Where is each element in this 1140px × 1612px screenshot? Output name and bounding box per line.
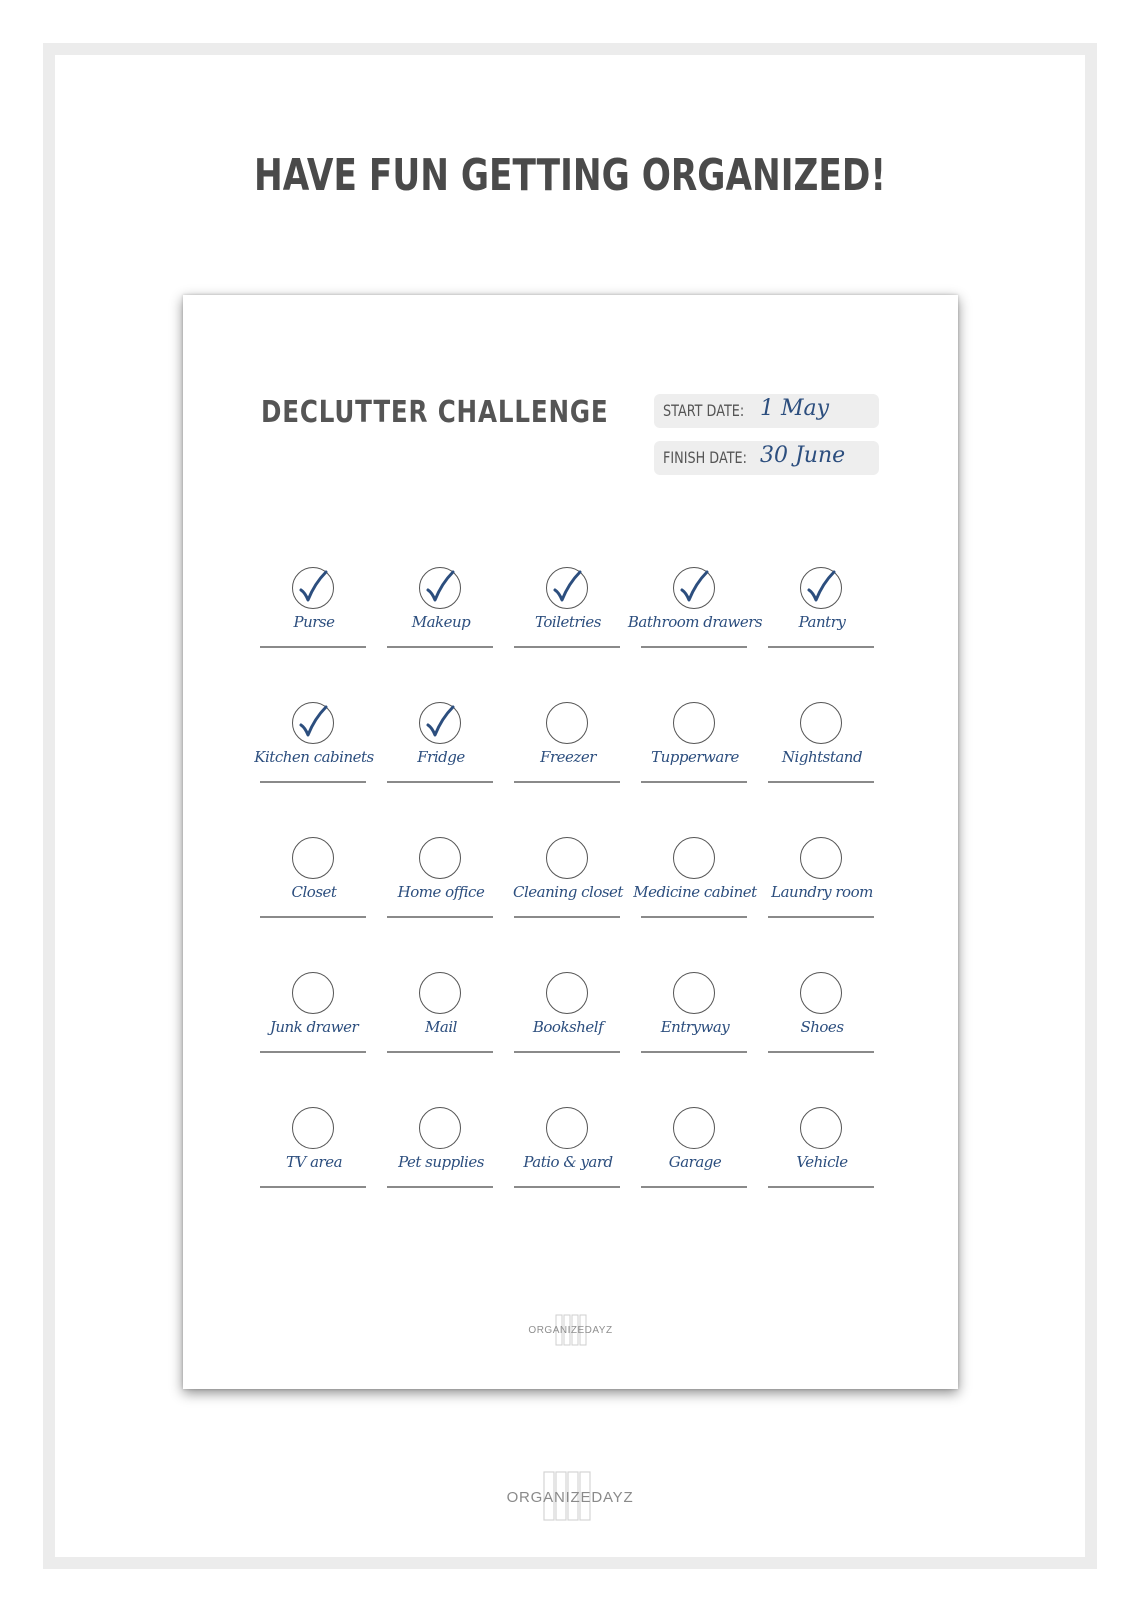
checklist-item-label: Mail <box>425 1018 457 1036</box>
checkbox-circle[interactable] <box>673 837 715 879</box>
checklist-item <box>627 567 763 663</box>
write-in-line <box>768 1051 874 1053</box>
declutter-sheet <box>183 295 958 1389</box>
checklist-item <box>260 972 368 1068</box>
write-in-line <box>387 781 493 783</box>
write-in-line <box>641 646 747 648</box>
checklist-item-label: Garage <box>668 1153 722 1171</box>
checklist-item <box>514 837 622 933</box>
checkbox-circle[interactable] <box>419 972 461 1014</box>
checkmark-icon <box>551 570 583 604</box>
checklist-item-label: Purse <box>293 613 335 631</box>
write-in-line <box>260 781 366 783</box>
write-in-line <box>387 1051 493 1053</box>
write-in-line <box>260 1051 366 1053</box>
finish-date-value[interactable]: 30 June <box>760 443 846 468</box>
write-in-line <box>768 781 874 783</box>
write-in-line <box>514 1186 620 1188</box>
checklist-item-label: Junk drawer <box>269 1018 359 1036</box>
checklist-item <box>260 837 368 933</box>
checklist-item-label: Kitchen cabinets <box>254 748 374 766</box>
checklist-item <box>514 567 622 663</box>
checklist-item-label: Laundry room <box>771 883 873 901</box>
checklist-item <box>514 972 622 1068</box>
checkbox-circle[interactable] <box>292 1107 334 1149</box>
checkmark-icon <box>297 570 329 604</box>
checklist-item-label: Toiletries <box>535 613 601 631</box>
checklist-item-label: Cleaning closet <box>513 883 623 901</box>
write-in-line <box>387 916 493 918</box>
checkmark-icon <box>424 570 456 604</box>
checkbox-circle[interactable] <box>292 972 334 1014</box>
write-in-line <box>768 916 874 918</box>
checklist-item <box>514 702 622 798</box>
checklist-item <box>641 972 749 1068</box>
checkbox-circle[interactable] <box>292 837 334 879</box>
sheet-title: DECLUTTER CHALLENGE <box>261 395 609 430</box>
checkbox-circle[interactable] <box>673 972 715 1014</box>
checkbox-circle[interactable] <box>673 567 715 609</box>
checkmark-icon <box>424 705 456 739</box>
checklist-item-label: Bookshelf <box>532 1018 604 1036</box>
checklist-item <box>387 702 495 798</box>
page-headline: HAVE FUN GETTING ORGANIZED! <box>253 150 887 201</box>
checkbox-circle[interactable] <box>800 1107 842 1149</box>
checklist-item <box>768 837 876 933</box>
checklist-item-label: Pet supplies <box>398 1153 484 1171</box>
checklist-item <box>387 1107 495 1203</box>
checkbox-circle[interactable] <box>800 837 842 879</box>
checkbox-circle[interactable] <box>800 702 842 744</box>
write-in-line <box>387 646 493 648</box>
checklist-item <box>387 837 495 933</box>
checkmark-icon <box>805 570 837 604</box>
checklist-item-label: Closet <box>291 883 337 901</box>
footer-brand-text: ORGANIZEDAYZ <box>506 1489 634 1506</box>
write-in-line <box>768 646 874 648</box>
write-in-line <box>514 916 620 918</box>
checklist-item <box>387 972 495 1068</box>
write-in-line <box>260 916 366 918</box>
checkbox-circle[interactable] <box>419 837 461 879</box>
checklist-item-label: Entryway <box>660 1018 730 1036</box>
start-date-box[interactable] <box>654 394 879 428</box>
checklist-item-label: Pantry <box>798 613 846 631</box>
checkbox-circle[interactable] <box>673 702 715 744</box>
checklist-item <box>768 972 876 1068</box>
write-in-line <box>641 916 747 918</box>
checkbox-circle[interactable] <box>419 567 461 609</box>
finish-date-box[interactable] <box>654 441 879 475</box>
checklist-item <box>254 702 374 798</box>
checklist-item <box>768 1107 876 1203</box>
checkbox-circle[interactable] <box>800 567 842 609</box>
checkbox-circle[interactable] <box>546 837 588 879</box>
write-in-line <box>260 646 366 648</box>
checklist-item <box>260 1107 368 1203</box>
checklist-item-label: Shoes <box>800 1018 844 1036</box>
checklist-item-label: Medicine cabinet <box>633 883 757 901</box>
checklist-item-label: Nightstand <box>781 748 863 766</box>
checkbox-circle[interactable] <box>292 567 334 609</box>
checkbox-circle[interactable] <box>546 567 588 609</box>
checklist-item-label: Bathroom drawers <box>627 613 763 631</box>
write-in-line <box>514 646 620 648</box>
checkmark-icon <box>297 705 329 739</box>
write-in-line <box>641 781 747 783</box>
sheet-brand-text: ORGANIZEDAYZ <box>528 1325 613 1336</box>
checkmark-icon <box>678 570 710 604</box>
checklist-item <box>641 1107 749 1203</box>
checklist-item <box>387 567 495 663</box>
checkbox-circle[interactable] <box>292 702 334 744</box>
checklist-item-label: Fridge <box>417 748 465 766</box>
checkbox-circle[interactable] <box>546 972 588 1014</box>
start-date-label: START DATE: <box>663 401 745 420</box>
write-in-line <box>260 1186 366 1188</box>
checklist-item-label: Tupperware <box>651 748 739 766</box>
checklist-item-label: Patio & yard <box>523 1153 613 1171</box>
checklist-item-label: Home office <box>397 883 485 901</box>
checklist-item <box>641 702 749 798</box>
checkbox-circle[interactable] <box>673 1107 715 1149</box>
write-in-line <box>387 1186 493 1188</box>
checkbox-circle[interactable] <box>419 1107 461 1149</box>
write-in-line <box>641 1186 747 1188</box>
checkbox-circle[interactable] <box>419 702 461 744</box>
finish-date-label: FINISH DATE: <box>663 448 747 467</box>
write-in-line <box>641 1051 747 1053</box>
write-in-line <box>768 1186 874 1188</box>
checkbox-circle[interactable] <box>546 1107 588 1149</box>
checkbox-circle[interactable] <box>800 972 842 1014</box>
checklist-item <box>633 837 757 933</box>
start-date-value[interactable]: 1 May <box>760 396 830 421</box>
write-in-line <box>514 781 620 783</box>
checklist-item-label: Makeup <box>411 613 471 631</box>
write-in-line <box>514 1051 620 1053</box>
checklist-item <box>768 702 876 798</box>
checklist-item-label: Freezer <box>540 748 596 766</box>
checklist-item <box>260 567 368 663</box>
checklist-item <box>768 567 876 663</box>
checklist-item-label: Vehicle <box>796 1153 848 1171</box>
checkbox-circle[interactable] <box>546 702 588 744</box>
checklist-item-label: TV area <box>285 1153 343 1171</box>
checklist-item <box>514 1107 622 1203</box>
